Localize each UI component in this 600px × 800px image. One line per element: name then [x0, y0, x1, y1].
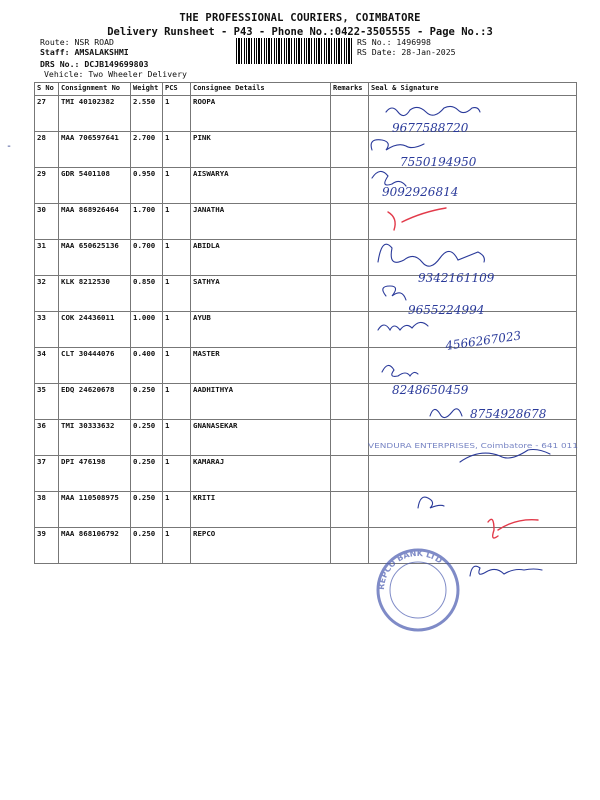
pcs-cell: 1 — [163, 456, 191, 492]
sno-cell: 37 — [35, 456, 59, 492]
pcs-cell: 1 — [163, 420, 191, 456]
consignee-cell: KRITI — [191, 492, 331, 528]
table-row — [35, 528, 577, 564]
weight-cell: 0.250 — [131, 492, 163, 528]
route-label: Route: NSR ROAD — [40, 37, 114, 47]
consignment-cell: TMI 30333632 — [59, 420, 131, 456]
weight-cell: 0.250 — [131, 528, 163, 564]
weight-cell: 0.850 — [131, 276, 163, 312]
runsheet-subtitle: Delivery Runsheet - P43 - Phone No.:0422-3505555 - Page No.:3 — [107, 26, 493, 38]
remarks-cell — [331, 132, 369, 168]
signature-cell — [369, 240, 577, 276]
table-row — [35, 348, 577, 384]
pcs-cell: 1 — [163, 348, 191, 384]
consignee-cell: MASTER — [191, 348, 331, 384]
weight-cell: 0.250 — [131, 420, 163, 456]
col-pcs: PCS — [163, 83, 191, 96]
seal-text: REPCO BANK LTD — [376, 548, 444, 591]
vehicle-label: Vehicle: Two Wheeler Delivery — [44, 69, 187, 79]
signature-cell — [369, 492, 577, 528]
col-consignment: Consignment No — [59, 83, 131, 96]
remarks-cell — [331, 96, 369, 132]
remarks-cell — [331, 312, 369, 348]
col-consignee: Consignee Details — [191, 83, 331, 96]
table-row — [35, 276, 577, 312]
signature-cell — [369, 420, 577, 456]
remarks-cell — [331, 204, 369, 240]
handwritten-phone: 9092926814 — [382, 185, 459, 199]
handwritten-phone: 8248650459 — [392, 383, 469, 397]
consignment-cell: MAA 650625136 — [59, 240, 131, 276]
sno-cell: 28 — [35, 132, 59, 168]
consignee-cell: JANATHA — [191, 204, 331, 240]
weight-cell: 0.700 — [131, 240, 163, 276]
ink-mark-icon: ‐ — [6, 141, 13, 152]
signature-cell — [369, 456, 577, 492]
consignment-cell: MAA 868106792 — [59, 528, 131, 564]
signature-cell — [369, 528, 577, 564]
consignment-cell: COK 24436011 — [59, 312, 131, 348]
consignment-cell: KLK 8212530 — [59, 276, 131, 312]
remarks-cell — [331, 348, 369, 384]
signature-cell — [369, 96, 577, 132]
rs-date: RS Date: 28-Jan-2025 — [357, 47, 456, 57]
signature-cell — [369, 132, 577, 168]
pcs-cell: 1 — [163, 204, 191, 240]
col-signature: Seal & Signature — [369, 83, 577, 96]
rs-number: RS No.: 1496998 — [357, 37, 431, 47]
weight-cell: 0.950 — [131, 168, 163, 204]
weight-cell: 2.550 — [131, 96, 163, 132]
remarks-cell — [331, 420, 369, 456]
sno-cell: 32 — [35, 276, 59, 312]
consignment-cell: DPI 476198 — [59, 456, 131, 492]
consignment-cell: MAA 110508975 — [59, 492, 131, 528]
remarks-cell — [331, 276, 369, 312]
consignee-cell: GNANASEKAR — [191, 420, 331, 456]
consignee-cell: REPCO — [191, 528, 331, 564]
table-row — [35, 312, 577, 348]
weight-cell: 0.250 — [131, 384, 163, 420]
weight-cell: 1.000 — [131, 312, 163, 348]
sno-cell: 29 — [35, 168, 59, 204]
weight-cell: 0.400 — [131, 348, 163, 384]
table-row — [35, 168, 577, 204]
handwritten-phone: 4566267023 — [444, 328, 523, 353]
company-title: THE PROFESSIONAL COURIERS, COIMBATORE — [179, 12, 421, 24]
sno-cell: 38 — [35, 492, 59, 528]
table-row — [35, 492, 577, 528]
remarks-cell — [331, 528, 369, 564]
col-weight: Weight — [131, 83, 163, 96]
staff-label: Staff: AMSALAKSHMI — [40, 47, 129, 57]
weight-cell: 2.700 — [131, 132, 163, 168]
consignment-cell: CLT 30444076 — [59, 348, 131, 384]
col-remarks: Remarks — [331, 83, 369, 96]
handwritten-phone: 9677588720 — [392, 121, 469, 135]
consignment-cell: EDQ 24620678 — [59, 384, 131, 420]
handwritten-phone: 9342161109 — [418, 271, 495, 285]
consignee-cell: SATHYA — [191, 276, 331, 312]
remarks-cell — [331, 492, 369, 528]
table-row — [35, 456, 577, 492]
signature-cell — [369, 312, 577, 348]
drs-number: DRS No.: DCJB149699803 — [40, 59, 149, 69]
pcs-cell: 1 — [163, 492, 191, 528]
table-row — [35, 384, 577, 420]
consignee-cell: AYUB — [191, 312, 331, 348]
pcs-cell: 1 — [163, 276, 191, 312]
sno-cell: 31 — [35, 240, 59, 276]
remarks-cell — [331, 168, 369, 204]
sno-cell: 30 — [35, 204, 59, 240]
table-row — [35, 96, 577, 132]
consignment-cell: GDR 5401108 — [59, 168, 131, 204]
remarks-cell — [331, 384, 369, 420]
table-row — [35, 204, 577, 240]
weight-cell: 0.250 — [131, 456, 163, 492]
runsheet-table — [34, 82, 577, 564]
sno-cell: 27 — [35, 96, 59, 132]
handwritten-phone: 7550194950 — [400, 155, 477, 169]
consignee-cell: AADHITHYA — [191, 384, 331, 420]
stamp-text: VENDURA ENTERPRISES, Coimbatore - 641 011 — [368, 442, 578, 450]
consignment-cell: TMI 40102382 — [59, 96, 131, 132]
signature-cell — [369, 276, 577, 312]
pcs-cell: 1 — [163, 312, 191, 348]
remarks-cell — [331, 240, 369, 276]
sno-cell: 36 — [35, 420, 59, 456]
consignment-cell: MAA 706597641 — [59, 132, 131, 168]
consignee-cell: KAMARAJ — [191, 456, 331, 492]
consignee-cell: ROOPA — [191, 96, 331, 132]
pcs-cell: 1 — [163, 528, 191, 564]
barcode — [236, 38, 352, 64]
signature-cell — [369, 204, 577, 240]
sno-cell: 35 — [35, 384, 59, 420]
handwritten-phone: 8754928678 — [470, 407, 547, 421]
weight-cell: 1.700 — [131, 204, 163, 240]
signature-cell — [369, 168, 577, 204]
table-row — [35, 240, 577, 276]
sno-cell: 33 — [35, 312, 59, 348]
table-row — [35, 132, 577, 168]
consignment-cell: MAA 868926464 — [59, 204, 131, 240]
col-sno: S No — [35, 83, 59, 96]
signature-scribble — [470, 566, 542, 576]
pcs-cell: 1 — [163, 384, 191, 420]
signature-cell — [369, 384, 577, 420]
pcs-cell: 1 — [163, 168, 191, 204]
pcs-cell: 1 — [163, 132, 191, 168]
sno-cell: 39 — [35, 528, 59, 564]
consignee-cell: ABIDLA — [191, 240, 331, 276]
pcs-cell: 1 — [163, 240, 191, 276]
remarks-cell — [331, 456, 369, 492]
sno-cell: 34 — [35, 348, 59, 384]
signature-cell — [369, 348, 577, 384]
pcs-cell: 1 — [163, 96, 191, 132]
table-row — [35, 420, 577, 456]
handwritten-phone: 9655224994 — [408, 303, 485, 317]
table-header-row — [35, 83, 577, 96]
consignee-cell: AISWARYA — [191, 168, 331, 204]
consignee-cell: PINK — [191, 132, 331, 168]
